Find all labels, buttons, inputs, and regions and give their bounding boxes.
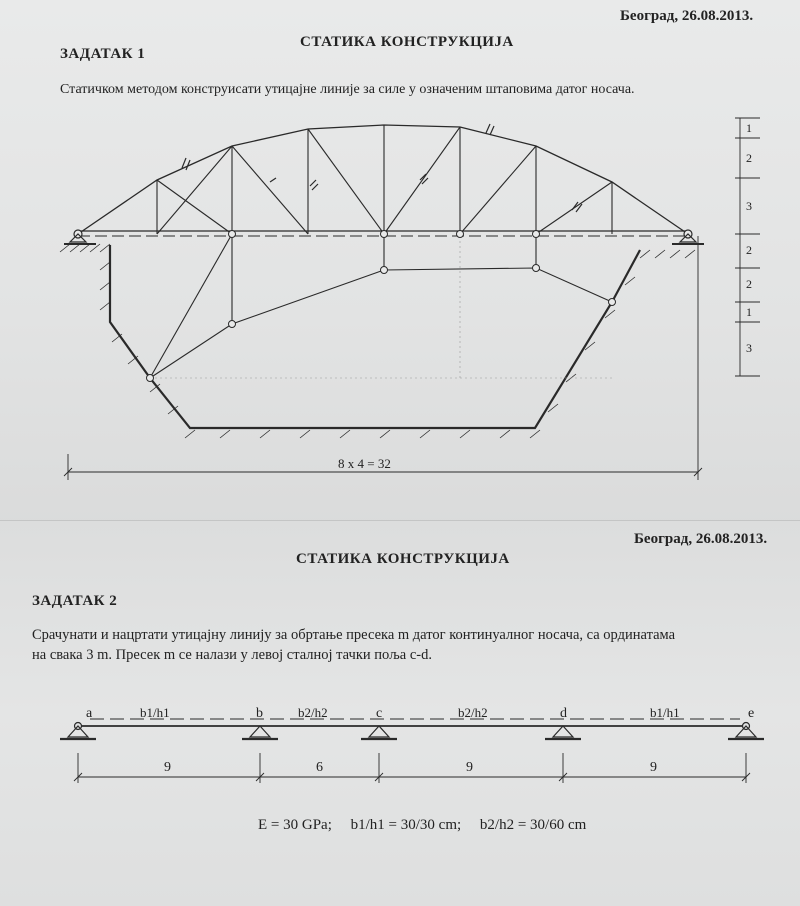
segment-label: b2/h2	[298, 705, 328, 720]
task-description: Статичком методом конструисати утицајне линије за силе у означеним штаповима датог носача.	[60, 82, 635, 97]
support-e	[728, 723, 764, 740]
task-heading: ЗАДАТАК 2	[32, 593, 118, 609]
date-label: Београд, 26.08.2013.	[634, 531, 768, 547]
task-description-line2: на свака 3 m. Пресек m се налази у левој сталној тачки поља c-d.	[32, 647, 433, 663]
substructure	[150, 234, 612, 378]
span-dimension-line	[74, 753, 750, 783]
support-label-b: b	[256, 706, 263, 721]
support-d	[545, 726, 581, 739]
dim-value: 2	[746, 277, 752, 291]
dim-value: 1	[746, 121, 752, 135]
support-label-e: e	[748, 706, 755, 721]
truss-joints	[147, 231, 616, 382]
right-dimension-values	[746, 121, 752, 355]
segment-label: b2/h2	[458, 705, 488, 720]
support-label-d: d	[560, 706, 567, 721]
span-value: 9	[650, 760, 657, 775]
section-b1h1: b1/h1 = 30/30 cm;	[350, 817, 462, 833]
material-properties	[258, 817, 586, 834]
dim-value: 2	[746, 243, 752, 257]
task-heading: ЗАДАТАК 1	[60, 46, 146, 62]
dim-value: 1	[746, 305, 752, 319]
support-b	[242, 726, 278, 739]
segment-label: b1/h1	[140, 705, 170, 720]
member-marks	[182, 124, 582, 212]
support-label-a: a	[86, 706, 93, 721]
task-description-line1: Срачунати и нацртати утицајну линију за обртање пресека m датог континуалног носача, са ординатама	[32, 627, 676, 643]
truss-verticals	[157, 125, 612, 234]
span-values	[164, 760, 657, 775]
support-label-c: c	[376, 706, 383, 721]
span-value: 9	[164, 760, 171, 775]
right-pin-support	[672, 230, 704, 244]
elastic-modulus: E = 30 GPa;	[258, 817, 332, 833]
support-a	[60, 723, 96, 740]
dim-value: 3	[746, 341, 752, 355]
beam-drawing	[0, 521, 800, 906]
task2-sheet	[0, 520, 800, 906]
date-label: Београд, 26.08.2013.	[620, 8, 754, 24]
left-pin-support	[64, 230, 96, 244]
top-chord	[78, 125, 688, 234]
span-label: 8 x 4 = 32	[338, 456, 391, 471]
span-value: 9	[466, 760, 473, 775]
section-b2h2: b2/h2 = 30/60 cm	[479, 817, 587, 833]
dim-value: 2	[746, 151, 752, 165]
page-title: СТАТИКА КОНСТРУКЦИЈА	[296, 551, 510, 567]
segment-labels	[140, 705, 680, 720]
ground-hatch	[60, 244, 695, 438]
dim-value: 3	[746, 199, 752, 213]
ground-profile	[110, 245, 640, 428]
span-value: 6	[316, 760, 323, 775]
segment-label: b1/h1	[650, 705, 680, 720]
support-c	[361, 726, 397, 739]
page-title: СТАТИКА КОНСТРУКЦИЈА	[300, 34, 514, 50]
